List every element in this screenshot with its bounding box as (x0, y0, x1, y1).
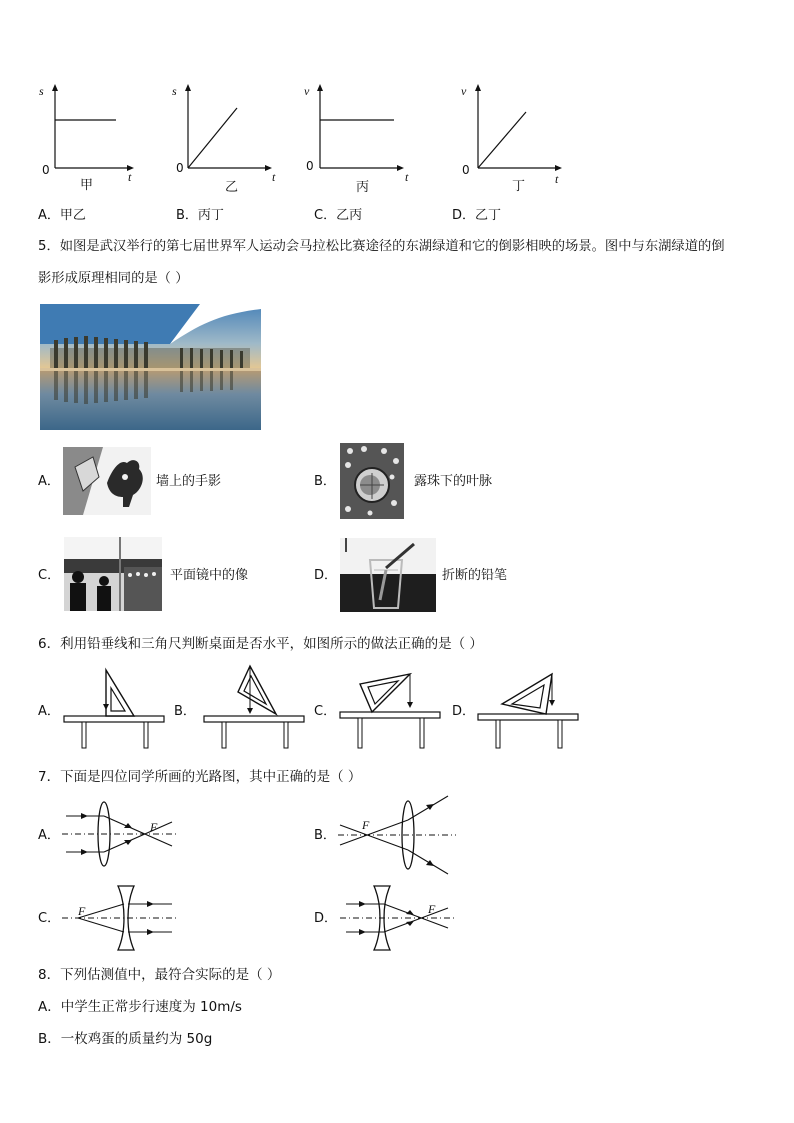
q5-option-a-letter: A． (38, 474, 60, 489)
q4-option-a: A．甲乙 (38, 208, 86, 223)
q7-option-b-letter: B． (314, 828, 336, 843)
q7-diagram-d (340, 884, 460, 954)
graph-ding-origin: 0 (462, 163, 470, 177)
q5-option-b-letter: B． (314, 474, 336, 489)
q7-diagram-c (62, 884, 182, 954)
graph-bing-caption: 丙 (356, 180, 370, 195)
q7-b-focus: F (362, 818, 370, 832)
q8-option-a: A．中学生正常步行速度为 10m/s (38, 999, 242, 1015)
mirror-image-photo (64, 537, 162, 611)
q5-option-d-label: 折断的铅笔 (442, 568, 508, 583)
q7-stem: 7．下面是四位同学所画的光路图，其中正确的是（ ） (38, 769, 362, 785)
q6-figure-b (204, 664, 308, 750)
q6-figure-d (478, 668, 582, 750)
graph-jia-origin: 0 (42, 163, 50, 177)
q6-figure-c (340, 670, 444, 750)
q5-option-c-label: 平面镜中的像 (170, 568, 249, 583)
q4-option-b: B．丙丁 (176, 208, 224, 223)
q5-option-d-letter: D． (314, 568, 338, 583)
q6-stem: 6．利用铅垂线和三角尺判断桌面是否水平，如图所示的做法正确的是（ ） (38, 636, 483, 652)
q4-option-c: C．乙丙 (314, 208, 363, 223)
q7-option-d-letter: D． (314, 911, 338, 926)
dew-leaf-photo (340, 443, 404, 519)
graph-bing (296, 80, 411, 195)
graph-yi-x-label: t (272, 170, 276, 184)
graph-yi-caption: 乙 (225, 180, 239, 195)
graph-ding-x-label: t (555, 172, 559, 186)
hand-shadow-photo (63, 447, 151, 515)
q7-option-a-letter: A． (38, 828, 60, 843)
q5-stem-line1: 5．如图是武汉举行的第七届世界军人运动会马拉松比赛途径的东湖绿道和它的倒影相映的场景。图中与东湖绿道的倒 (38, 239, 725, 254)
q7-d-focus: F (428, 902, 436, 916)
q6-option-a-letter: A． (38, 704, 60, 719)
q5-option-b-label: 露珠下的叶脉 (414, 474, 493, 489)
graph-jia-y-label: s (39, 84, 44, 98)
q5-option-c-letter: C． (38, 568, 61, 583)
graph-yi-y-label: s (172, 84, 177, 98)
q6-figure-a (64, 668, 168, 750)
q6-option-b-letter: B． (174, 704, 196, 719)
q4-option-d: D．乙丁 (452, 208, 502, 223)
q8-stem: 8．下列估测值中，最符合实际的是（ ） (38, 967, 281, 983)
graph-bing-y-label: v (304, 84, 310, 98)
q7-option-c-letter: C． (38, 911, 61, 926)
q7-c-focus: F (78, 904, 86, 918)
q7-a-focus: F (150, 820, 158, 834)
graph-ding-caption: 丁 (512, 179, 526, 194)
lake-photo (40, 304, 261, 430)
graph-yi-origin: 0 (176, 161, 184, 175)
q5-option-a-label: 墙上的手影 (156, 474, 222, 489)
q6-option-d-letter: D． (452, 704, 476, 719)
graph-ding-y-label: v (461, 84, 467, 98)
q5-stem-line2: 影形成原理相同的是（ ） (38, 271, 189, 286)
q8-option-b: B．一枚鸡蛋的质量约为 50g (38, 1031, 213, 1047)
bent-pencil-photo (340, 538, 436, 612)
graph-bing-x-label: t (405, 170, 409, 184)
q7-diagram-b (338, 794, 458, 876)
q6-option-c-letter: C． (314, 704, 337, 719)
q7-diagram-a (62, 800, 182, 872)
graph-bing-origin: 0 (306, 159, 314, 173)
graph-jia-x-label: t (128, 170, 132, 184)
graph-jia-caption: 甲 (80, 178, 94, 193)
